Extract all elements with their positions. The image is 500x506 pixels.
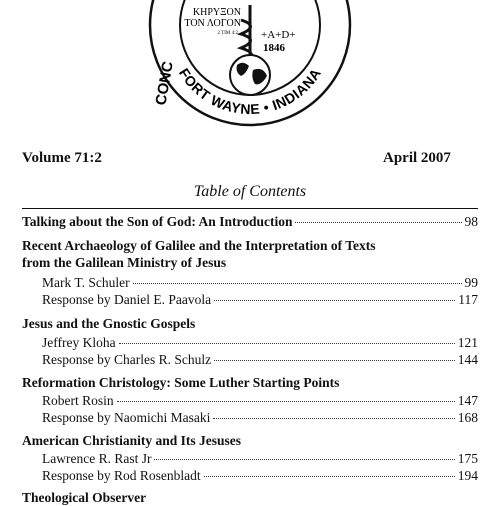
entry-title: Jesus and the Gnostic Gospels	[22, 316, 196, 331]
dot-leader	[117, 401, 455, 402]
entry-response: Response by Daniel E. Paavola	[42, 292, 212, 307]
seal-year-2: 1846	[263, 42, 285, 54]
dot-leader	[133, 283, 462, 284]
seminary-seal	[145, 0, 355, 130]
entry-author: Robert Rosin	[42, 393, 114, 408]
toc-entry[interactable]	[42, 451, 478, 467]
dot-leader	[214, 360, 455, 361]
toc-entry[interactable]	[42, 410, 478, 426]
dot-leader	[154, 459, 454, 460]
dot-leader	[214, 300, 455, 301]
entry-response: Response by Rod Rosenbladt	[42, 468, 201, 483]
toc-entry[interactable]	[42, 393, 478, 409]
toc-entry[interactable]	[42, 275, 478, 291]
entry-page: 144	[457, 352, 478, 367]
entry-response: Response by Charles R. Schulz	[42, 352, 212, 367]
toc-title: Table of Contents	[193, 183, 307, 200]
dot-leader	[119, 343, 455, 344]
dot-leader	[213, 418, 454, 419]
toc-entry[interactable]	[22, 214, 478, 230]
entry-page: 99	[464, 275, 478, 290]
entry-title: from the Galilean Ministry of Jesus	[22, 255, 227, 270]
globe-icon	[230, 55, 270, 95]
toc-entry[interactable]	[42, 292, 478, 308]
entry-page: 194	[457, 468, 478, 483]
entry-page: 147	[457, 393, 478, 408]
toc-entry[interactable]	[42, 335, 478, 351]
entry-page: 168	[457, 410, 478, 425]
entry-title: Theological Observer	[22, 490, 147, 505]
entry-title: Reformation Christology: Some Luther Starting Points	[22, 375, 340, 390]
entry-page: 121	[457, 335, 478, 350]
entry-author: Jeffrey Kloha	[42, 335, 116, 350]
volume-label: Volume 71:2	[22, 150, 102, 166]
seal-greek-1: ΚΗΡΥΞΟΝ	[192, 7, 241, 18]
entry-title: American Christianity and Its Jesuses	[22, 433, 242, 448]
entry-title: Recent Archaeology of Galilee and the Interpretation of Texts	[22, 238, 376, 253]
seal-location: FORT WAYNE • INDIANA	[175, 65, 325, 118]
toc-entry[interactable]	[42, 468, 478, 484]
entry-page: 117	[458, 292, 478, 307]
seal-greek-3: 2 TIM 4:2	[217, 31, 238, 36]
seal-greek-2: ΤΟΝ ΛΟΓΟΝ	[184, 18, 241, 29]
entry-author: Mark T. Schuler	[42, 275, 130, 290]
entry-page: 175	[457, 451, 478, 466]
entry-response: Response by Naomichi Masaki	[42, 410, 211, 425]
toc-entry[interactable]	[42, 352, 478, 368]
dot-leader	[295, 222, 461, 223]
dot-leader	[204, 476, 455, 477]
seal-left-text: CONC	[152, 60, 177, 107]
issue-date: April 2007	[383, 150, 451, 166]
entry-author: Lawrence R. Rast Jr	[42, 451, 152, 466]
entry-title: Talking about the Son of God: An Introduction	[22, 214, 293, 229]
entry-page: 98	[464, 214, 478, 229]
seal-year-1: +A+D+	[261, 29, 296, 41]
toc-divider	[22, 208, 478, 209]
